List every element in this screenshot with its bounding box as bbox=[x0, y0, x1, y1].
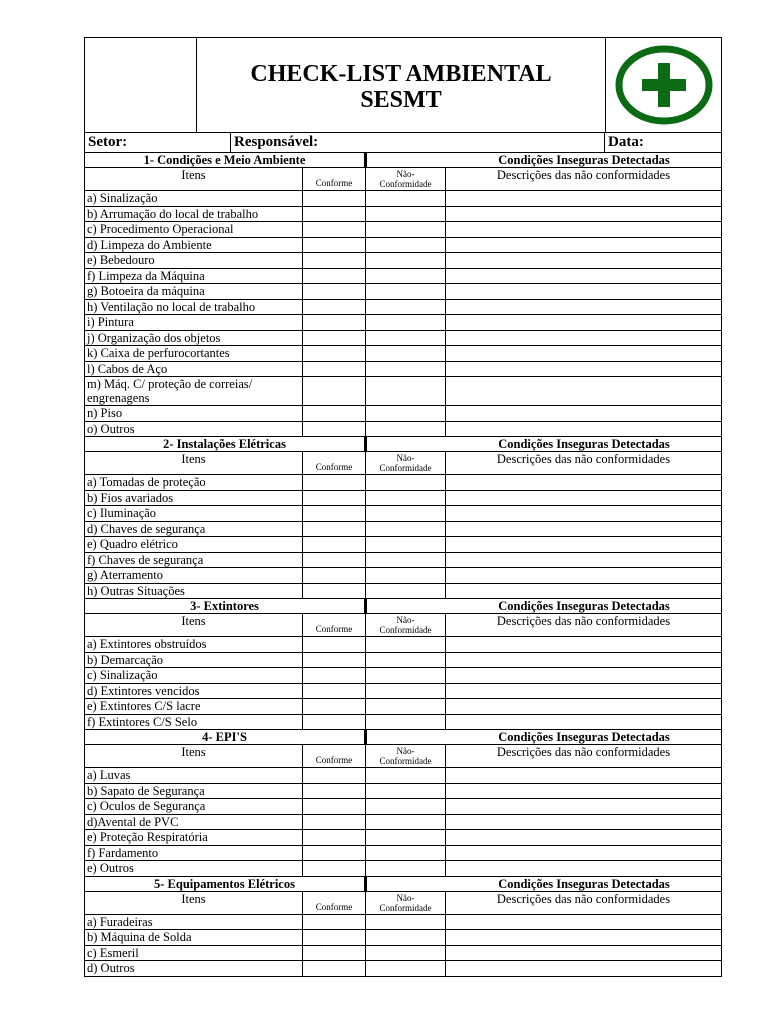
conforme-cell[interactable] bbox=[303, 637, 366, 652]
item-label: n) Piso bbox=[85, 406, 303, 421]
table-row bbox=[85, 784, 721, 800]
nao-label: Não- bbox=[396, 746, 415, 756]
nao-label: Não- bbox=[396, 453, 415, 463]
table-row bbox=[85, 362, 721, 378]
item-label: a) Furadeiras bbox=[85, 915, 303, 930]
descricao-cell[interactable] bbox=[446, 668, 721, 683]
page-title bbox=[197, 38, 606, 132]
conforme-cell[interactable] bbox=[303, 284, 366, 299]
item-label: e) Quadro elétrico bbox=[85, 537, 303, 552]
descricao-cell[interactable] bbox=[446, 315, 721, 330]
section-header bbox=[85, 730, 721, 745]
nao-conformidade-cell[interactable] bbox=[366, 653, 446, 668]
checklist-section bbox=[85, 877, 721, 976]
conformidade-label: Conformidade bbox=[379, 625, 432, 635]
nao-conformidade-cell[interactable] bbox=[366, 238, 446, 253]
table-row bbox=[85, 222, 721, 238]
table-row bbox=[85, 946, 721, 962]
nao-conformidade-cell[interactable] bbox=[366, 191, 446, 206]
itens-column-header: Itens bbox=[85, 452, 303, 474]
item-label: g) Aterramento bbox=[85, 568, 303, 583]
conforme-cell[interactable] bbox=[303, 830, 366, 845]
item-label: c) Iluminação bbox=[85, 506, 303, 521]
nao-conformidade-column-header bbox=[366, 452, 446, 474]
descricao-cell[interactable] bbox=[446, 699, 721, 714]
header-blank-cell bbox=[85, 38, 197, 132]
conforme-cell[interactable] bbox=[303, 269, 366, 284]
conforme-cell[interactable] bbox=[303, 238, 366, 253]
conforme-cell[interactable] bbox=[303, 537, 366, 552]
nao-label: Não- bbox=[396, 615, 415, 625]
column-header-row bbox=[85, 892, 721, 915]
item-label: i) Pintura bbox=[85, 315, 303, 330]
conforme-cell[interactable] bbox=[303, 684, 366, 699]
descricao-cell[interactable] bbox=[446, 537, 721, 552]
descricao-cell[interactable] bbox=[446, 846, 721, 861]
nao-conformidade-cell[interactable] bbox=[366, 799, 446, 814]
descricao-cell[interactable] bbox=[446, 830, 721, 845]
item-label: c) Sinalização bbox=[85, 668, 303, 683]
data-field[interactable]: Data: bbox=[608, 134, 644, 150]
conformidade-label: Conformidade bbox=[379, 902, 432, 913]
descricao-cell[interactable] bbox=[446, 284, 721, 299]
table-row bbox=[85, 653, 721, 669]
nao-conformidade-cell[interactable] bbox=[366, 222, 446, 237]
table-row bbox=[85, 191, 721, 207]
nao-conformidade-cell[interactable] bbox=[366, 553, 446, 568]
table-row bbox=[85, 715, 721, 730]
conforme-column-header: Conforme bbox=[303, 614, 366, 636]
item-label: d) Chaves de segurança bbox=[85, 522, 303, 537]
nao-conformidade-column-header bbox=[366, 892, 446, 914]
descricao-cell[interactable] bbox=[446, 784, 721, 799]
nao-label: Não- bbox=[396, 169, 415, 179]
table-row bbox=[85, 668, 721, 684]
itens-column-header: Itens bbox=[85, 168, 303, 190]
form-header bbox=[85, 38, 721, 133]
item-label: b) Máquina de Solda bbox=[85, 930, 303, 945]
descricao-cell[interactable] bbox=[446, 815, 721, 830]
table-row bbox=[85, 300, 721, 316]
table-row bbox=[85, 475, 721, 491]
item-label: a) Extintores obstruídos bbox=[85, 637, 303, 652]
column-header-row bbox=[85, 452, 721, 475]
descricao-cell[interactable] bbox=[446, 300, 721, 315]
checklist-form bbox=[84, 37, 722, 977]
inseguras-header: Condições Inseguras Detectadas bbox=[498, 599, 670, 613]
table-row bbox=[85, 815, 721, 831]
conforme-cell[interactable] bbox=[303, 768, 366, 783]
conforme-cell[interactable] bbox=[303, 715, 366, 730]
descricao-cell[interactable] bbox=[446, 861, 721, 876]
conforme-column-header: Conforme bbox=[303, 168, 366, 190]
green-cross-icon bbox=[612, 43, 716, 127]
item-label: o) Outros bbox=[85, 422, 303, 437]
conforme-cell[interactable] bbox=[303, 315, 366, 330]
descricao-cell[interactable] bbox=[446, 238, 721, 253]
table-row bbox=[85, 930, 721, 946]
nao-conformidade-cell[interactable] bbox=[366, 253, 446, 268]
meta-row bbox=[85, 133, 721, 153]
descricao-cell[interactable] bbox=[446, 207, 721, 222]
title-line-1: CHECK-LIST AMBIENTAL bbox=[250, 61, 552, 87]
inseguras-header: Condições Inseguras Detectadas bbox=[498, 153, 670, 167]
table-row bbox=[85, 846, 721, 862]
nao-conformidade-cell[interactable] bbox=[366, 284, 446, 299]
nao-conformidade-cell[interactable] bbox=[366, 915, 446, 930]
table-row bbox=[85, 861, 721, 876]
table-row bbox=[85, 491, 721, 507]
descricao-cell[interactable] bbox=[446, 377, 721, 405]
conforme-cell[interactable] bbox=[303, 699, 366, 714]
checklist-section bbox=[85, 730, 721, 877]
checklist-section bbox=[85, 437, 721, 599]
descricao-cell[interactable] bbox=[446, 522, 721, 537]
descricao-cell[interactable] bbox=[446, 568, 721, 583]
descricao-cell[interactable] bbox=[446, 331, 721, 346]
table-row bbox=[85, 422, 721, 437]
conforme-cell[interactable] bbox=[303, 300, 366, 315]
descricao-cell[interactable] bbox=[446, 553, 721, 568]
table-row bbox=[85, 506, 721, 522]
conforme-cell[interactable] bbox=[303, 253, 366, 268]
table-row bbox=[85, 207, 721, 223]
table-row bbox=[85, 799, 721, 815]
nao-conformidade-cell[interactable] bbox=[366, 830, 446, 845]
nao-conformidade-cell[interactable] bbox=[366, 346, 446, 361]
nao-conformidade-column-header bbox=[366, 745, 446, 767]
section-header bbox=[85, 437, 721, 452]
table-row bbox=[85, 637, 721, 653]
descricao-cell[interactable] bbox=[446, 506, 721, 521]
conformidade-label: Conformidade bbox=[379, 463, 432, 473]
item-label: g) Botoeira da máquina bbox=[85, 284, 303, 299]
item-label: b) Sapato de Segurança bbox=[85, 784, 303, 799]
conforme-cell[interactable] bbox=[303, 861, 366, 876]
nao-conformidade-cell[interactable] bbox=[366, 684, 446, 699]
descricao-cell[interactable] bbox=[446, 637, 721, 652]
item-label: b) Arrumação do local de trabalho bbox=[85, 207, 303, 222]
nao-conformidade-cell[interactable] bbox=[366, 930, 446, 945]
descricao-cell[interactable] bbox=[446, 222, 721, 237]
nao-conformidade-cell[interactable] bbox=[366, 491, 446, 506]
nao-label: Não- bbox=[396, 892, 415, 903]
nao-conformidade-cell[interactable] bbox=[366, 815, 446, 830]
descricao-cell[interactable] bbox=[446, 362, 721, 377]
nao-conformidade-cell[interactable] bbox=[366, 422, 446, 437]
descricao-cell[interactable] bbox=[446, 253, 721, 268]
nao-conformidade-cell[interactable] bbox=[366, 406, 446, 421]
item-label: h) Ventilação no local de trabalho bbox=[85, 300, 303, 315]
nao-conformidade-cell[interactable] bbox=[366, 699, 446, 714]
section-title: 1- Condições e Meio Ambiente bbox=[85, 153, 367, 167]
item-label: e) Outros bbox=[85, 861, 303, 876]
conforme-cell[interactable] bbox=[303, 946, 366, 961]
descricao-cell[interactable] bbox=[446, 653, 721, 668]
conforme-cell[interactable] bbox=[303, 422, 366, 437]
inseguras-header: Condições Inseguras Detectadas bbox=[498, 876, 670, 891]
sections-container bbox=[85, 153, 721, 976]
item-label: e) Extintores C/S lacre bbox=[85, 699, 303, 714]
descricoes-column-header: Descrições das não conformidades bbox=[496, 891, 671, 906]
nao-conformidade-cell[interactable] bbox=[366, 207, 446, 222]
nao-conformidade-cell[interactable] bbox=[366, 568, 446, 583]
conforme-cell[interactable] bbox=[303, 362, 366, 377]
table-row bbox=[85, 269, 721, 285]
checklist-section bbox=[85, 599, 721, 730]
conforme-cell[interactable] bbox=[303, 491, 366, 506]
table-row bbox=[85, 284, 721, 300]
logo-cell bbox=[606, 38, 721, 132]
nao-conformidade-cell[interactable] bbox=[366, 668, 446, 683]
item-label: d) Extintores vencidos bbox=[85, 684, 303, 699]
descricao-cell[interactable] bbox=[446, 475, 721, 490]
conforme-cell[interactable] bbox=[303, 653, 366, 668]
descricoes-column-header: Descrições das não conformidades bbox=[496, 614, 671, 628]
conforme-column-header: Conforme bbox=[303, 452, 366, 474]
table-row bbox=[85, 830, 721, 846]
nao-conformidade-cell[interactable] bbox=[366, 584, 446, 599]
title-line-2: SESMT bbox=[360, 87, 442, 113]
item-label: j) Organização dos objetos bbox=[85, 331, 303, 346]
item-label: e) Bebedouro bbox=[85, 253, 303, 268]
conforme-cell[interactable] bbox=[303, 915, 366, 930]
table-row bbox=[85, 346, 721, 362]
responsavel-field[interactable]: Responsável: bbox=[231, 133, 605, 152]
section-header bbox=[85, 153, 721, 168]
column-header-row bbox=[85, 745, 721, 768]
column-header-row bbox=[85, 614, 721, 637]
conforme-column-header: Conforme bbox=[303, 745, 366, 767]
item-label: f) Chaves de segurança bbox=[85, 553, 303, 568]
nao-conformidade-cell[interactable] bbox=[366, 362, 446, 377]
conforme-cell[interactable] bbox=[303, 815, 366, 830]
conforme-column-header: Conforme bbox=[303, 892, 366, 914]
descricao-cell[interactable] bbox=[446, 191, 721, 206]
conforme-cell[interactable] bbox=[303, 346, 366, 361]
nao-conformidade-cell[interactable] bbox=[366, 506, 446, 521]
nao-conformidade-cell[interactable] bbox=[366, 768, 446, 783]
nao-conformidade-column-header bbox=[366, 168, 446, 190]
conforme-cell[interactable] bbox=[303, 475, 366, 490]
conforme-cell[interactable] bbox=[303, 584, 366, 599]
conforme-cell[interactable] bbox=[303, 568, 366, 583]
nao-conformidade-cell[interactable] bbox=[366, 537, 446, 552]
itens-column-header: Itens bbox=[85, 745, 303, 767]
item-label: d) Limpeza do Ambiente bbox=[85, 238, 303, 253]
conforme-cell[interactable] bbox=[303, 668, 366, 683]
item-label: f) Extintores C/S Selo bbox=[85, 715, 303, 730]
descricao-cell[interactable] bbox=[446, 961, 721, 976]
item-label: d)Avental de PVC bbox=[85, 815, 303, 830]
nao-conformidade-cell[interactable] bbox=[366, 269, 446, 284]
item-label: b) Fios avariados bbox=[85, 491, 303, 506]
descricao-cell[interactable] bbox=[446, 768, 721, 783]
nao-conformidade-cell[interactable] bbox=[366, 861, 446, 876]
nao-conformidade-cell[interactable] bbox=[366, 846, 446, 861]
item-label: e) Proteção Respiratória bbox=[85, 830, 303, 845]
nao-conformidade-cell[interactable] bbox=[366, 715, 446, 730]
table-row bbox=[85, 584, 721, 599]
nao-conformidade-cell[interactable] bbox=[366, 377, 446, 405]
section-title: 3- Extintores bbox=[85, 599, 367, 613]
nao-conformidade-column-header bbox=[366, 614, 446, 636]
section-title: 2- Instalações Elétricas bbox=[85, 437, 367, 451]
conforme-cell[interactable] bbox=[303, 784, 366, 799]
item-label: b) Demarcação bbox=[85, 653, 303, 668]
checklist-section bbox=[85, 153, 721, 437]
conforme-cell[interactable] bbox=[303, 331, 366, 346]
inseguras-header: Condições Inseguras Detectadas bbox=[498, 730, 670, 744]
section-title: 5- Equipamentos Elétricos bbox=[85, 877, 367, 891]
itens-column-header: Itens bbox=[85, 892, 303, 914]
table-row bbox=[85, 684, 721, 700]
item-label: h) Outras Situações bbox=[85, 584, 303, 599]
nao-conformidade-cell[interactable] bbox=[366, 784, 446, 799]
item-label: d) Outros bbox=[85, 961, 303, 976]
conforme-cell[interactable] bbox=[303, 961, 366, 976]
conformidade-label: Conformidade bbox=[379, 756, 432, 766]
conforme-cell[interactable] bbox=[303, 207, 366, 222]
table-row bbox=[85, 553, 721, 569]
item-label: c) Oculos de Segurança bbox=[85, 799, 303, 814]
descricao-cell[interactable] bbox=[446, 915, 721, 930]
conforme-cell[interactable] bbox=[303, 553, 366, 568]
descricoes-column-header: Descrições das não conformidades bbox=[496, 168, 671, 182]
conforme-cell[interactable] bbox=[303, 191, 366, 206]
table-row bbox=[85, 568, 721, 584]
descricao-cell[interactable] bbox=[446, 346, 721, 361]
descricoes-column-header: Descrições das não conformidades bbox=[496, 452, 671, 466]
descricoes-column-header: Descrições das não conformidades bbox=[496, 745, 671, 759]
descricao-cell[interactable] bbox=[446, 946, 721, 961]
item-label: k) Caixa de perfurocortantes bbox=[85, 346, 303, 361]
item-label: f) Fardamento bbox=[85, 846, 303, 861]
descricao-cell[interactable] bbox=[446, 422, 721, 437]
descricao-cell[interactable] bbox=[446, 269, 721, 284]
nao-conformidade-cell[interactable] bbox=[366, 475, 446, 490]
descricao-cell[interactable] bbox=[446, 684, 721, 699]
table-row bbox=[85, 315, 721, 331]
nao-conformidade-cell[interactable] bbox=[366, 522, 446, 537]
nao-conformidade-cell[interactable] bbox=[366, 637, 446, 652]
table-row bbox=[85, 377, 721, 406]
inseguras-header: Condições Inseguras Detectadas bbox=[498, 437, 670, 451]
conforme-cell[interactable] bbox=[303, 799, 366, 814]
descricao-cell[interactable] bbox=[446, 406, 721, 421]
conforme-cell[interactable] bbox=[303, 930, 366, 945]
section-header bbox=[85, 877, 721, 892]
conforme-cell[interactable] bbox=[303, 846, 366, 861]
table-row bbox=[85, 331, 721, 347]
setor-field[interactable]: Setor: bbox=[85, 133, 231, 152]
table-row bbox=[85, 238, 721, 254]
nao-conformidade-cell[interactable] bbox=[366, 315, 446, 330]
nao-conformidade-cell[interactable] bbox=[366, 961, 446, 976]
nao-conformidade-cell[interactable] bbox=[366, 946, 446, 961]
descricao-cell[interactable] bbox=[446, 715, 721, 730]
descricao-cell[interactable] bbox=[446, 584, 721, 599]
item-label: c) Procedimento Operacional bbox=[85, 222, 303, 237]
table-row bbox=[85, 537, 721, 553]
section-header bbox=[85, 599, 721, 614]
table-row bbox=[85, 406, 721, 422]
table-row bbox=[85, 915, 721, 931]
table-row bbox=[85, 961, 721, 976]
item-label: a) Luvas bbox=[85, 768, 303, 783]
itens-column-header: Itens bbox=[85, 614, 303, 636]
descricao-cell[interactable] bbox=[446, 491, 721, 506]
conforme-cell[interactable] bbox=[303, 406, 366, 421]
nao-conformidade-cell[interactable] bbox=[366, 300, 446, 315]
conformidade-label: Conformidade bbox=[379, 179, 432, 189]
nao-conformidade-cell[interactable] bbox=[366, 331, 446, 346]
item-label: a) Sinalização bbox=[85, 191, 303, 206]
column-header-row bbox=[85, 168, 721, 191]
item-label: f) Limpeza da Máquina bbox=[85, 269, 303, 284]
section-title: 4- EPI'S bbox=[85, 730, 367, 744]
table-row bbox=[85, 253, 721, 269]
descricao-cell[interactable] bbox=[446, 799, 721, 814]
table-row bbox=[85, 522, 721, 538]
table-row bbox=[85, 768, 721, 784]
item-label: c) Esmeril bbox=[85, 946, 303, 961]
conforme-cell[interactable] bbox=[303, 377, 366, 405]
conforme-cell[interactable] bbox=[303, 506, 366, 521]
item-label: m) Máq. C/ proteção de correias/ engrenagens bbox=[85, 377, 303, 405]
table-row bbox=[85, 699, 721, 715]
descricao-cell[interactable] bbox=[446, 930, 721, 945]
conforme-cell[interactable] bbox=[303, 222, 366, 237]
item-label: a) Tomadas de proteção bbox=[85, 475, 303, 490]
item-label: l) Cabos de Aço bbox=[85, 362, 303, 377]
conforme-cell[interactable] bbox=[303, 522, 366, 537]
